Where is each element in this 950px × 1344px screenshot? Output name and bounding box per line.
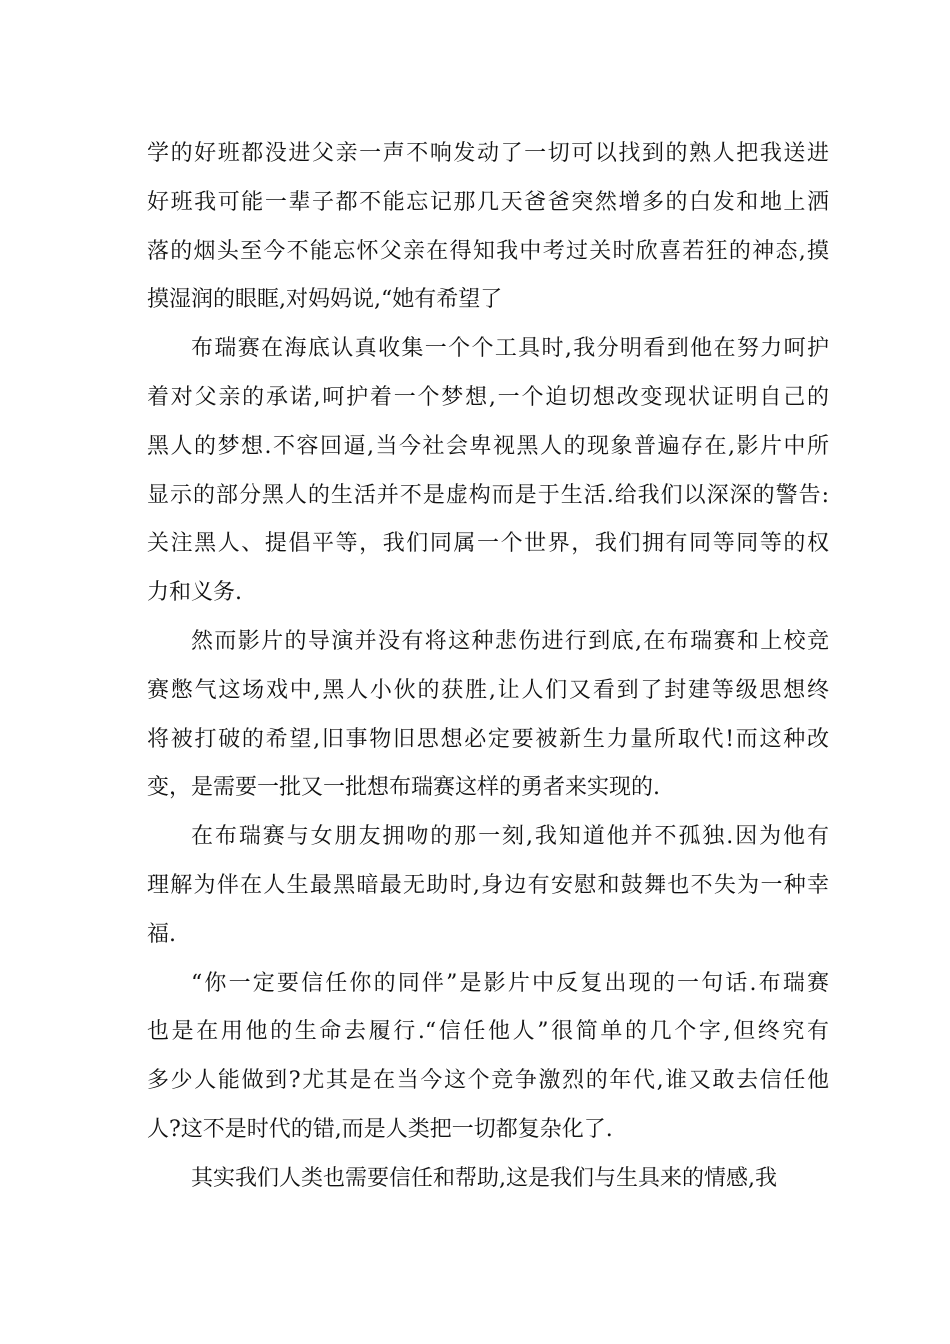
text-line: 摸湿润的眼眶,对妈妈说,“她有希望了: [147, 287, 503, 313]
text-line: 黑人的梦想.不容回逼,当今社会卑视黑人的现象普遍存在,影片中所: [147, 433, 829, 459]
text-line: 显示的部分黑人的生活并不是虚构而是于生活.给我们以深深的警告:: [147, 482, 829, 508]
text-line: 也是在用他的生命去履行.“信任他人”很简单的几个字,但终究有: [147, 1019, 829, 1045]
text-line: 其实我们人类也需要信任和帮助,这是我们与生具来的情感,我: [191, 1165, 777, 1191]
text-line: 人?这不是时代的错,而是人类把一切都复杂化了.: [147, 1116, 613, 1142]
paragraph: [147, 960, 829, 1155]
paragraph: [147, 1155, 829, 1204]
text-line: 赛憋气这场戏中,黑人小伙的获胜,让人们又看到了封建等级思想终: [147, 677, 829, 703]
text-line: 理解为伴在人生最黑暗最无助时,身边有安慰和鼓舞也不失为一种幸: [147, 872, 829, 898]
text-line: 在布瑞赛与女朋友拥吻的那一刻,我知道他并不孤独.因为他有: [191, 824, 829, 850]
text-line: 将被打破的希望,旧事物旧思想必定要被新生力量所取代!而这种改: [147, 726, 829, 752]
text-line: “你一定要信任你的同伴”是影片中反复出现的一句话.布瑞赛: [191, 970, 829, 996]
text-line: 多少人能做到?尤其是在当今这个竞争激烈的年代,谁又敢去信任他: [147, 1068, 829, 1094]
paragraph: [147, 813, 829, 959]
paragraph: [147, 130, 829, 325]
text-line: 力和义务.: [147, 580, 242, 606]
paragraph: [147, 325, 829, 618]
text-line: 然而影片的导演并没有将这种悲伤进行到底,在布瑞赛和上校竞: [191, 628, 829, 654]
text-line: 变，是需要一批又一批想布瑞赛这样的勇者来实现的.: [147, 775, 660, 801]
text-line: 落的烟头至今不能忘怀父亲在得知我中考过关时欣喜若狂的神态,摸: [147, 238, 829, 264]
text-line: 福.: [147, 921, 176, 947]
text-line: 着对父亲的承诺,呵护着一个梦想,一个迫切想改变现状证明自己的: [147, 384, 829, 410]
paragraph: [147, 618, 829, 813]
text-line: 布瑞赛在海底认真收集一个个工具时,我分明看到他在努力呵护: [191, 336, 829, 362]
text-line: 好班我可能一辈子都不能忘记那几天爸爸突然增多的白发和地上洒: [147, 189, 829, 215]
text-line: 关注黑人、提倡平等，我们同属一个世界，我们拥有同等同等的权: [147, 531, 829, 557]
body-text: [147, 130, 829, 1204]
text-line: 学的好班都没进父亲一声不响发动了一切可以找到的熟人把我送进: [147, 141, 829, 166]
